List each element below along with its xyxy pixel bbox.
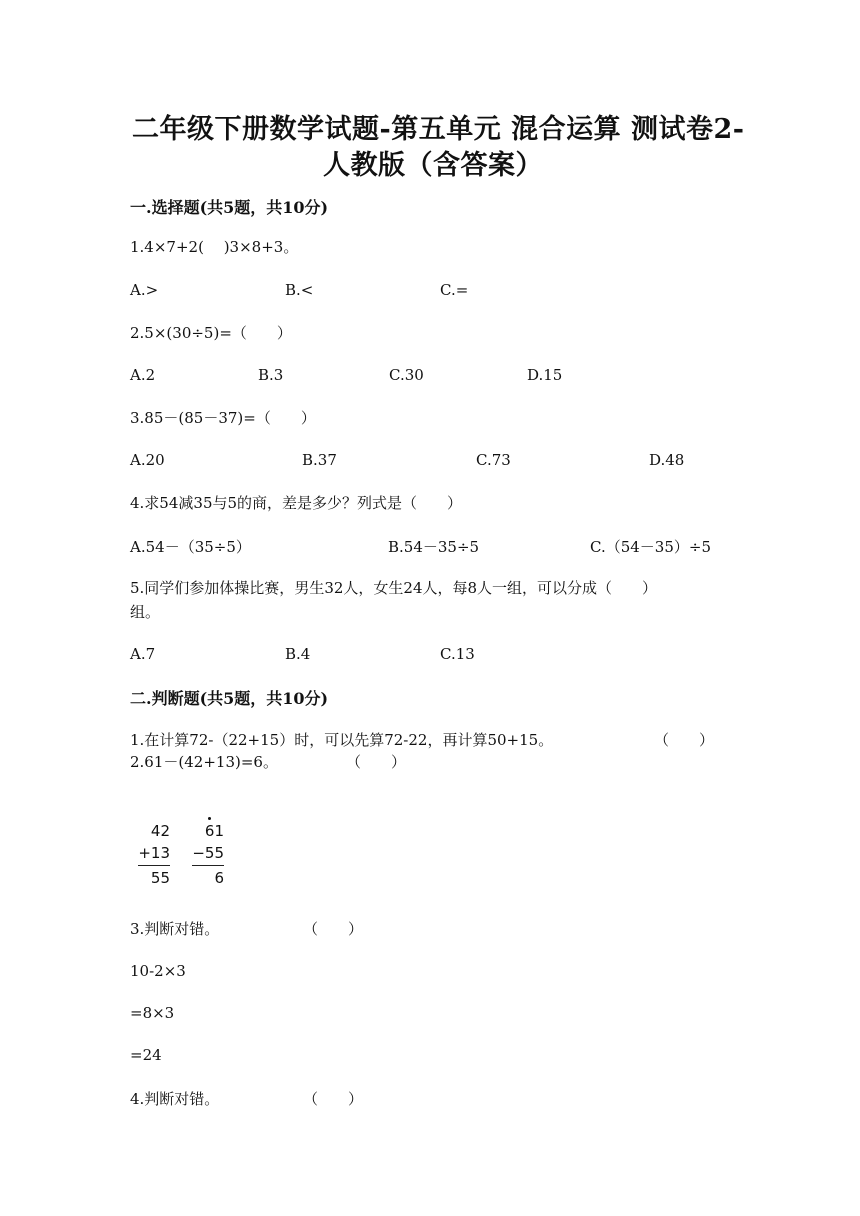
option-a: A.20 bbox=[130, 451, 165, 469]
option-a: A.54－（35÷5） bbox=[130, 538, 251, 556]
answer-paren: （ ） bbox=[654, 731, 715, 749]
question-stem: 2.5×(30÷5)=（ ） bbox=[130, 324, 292, 342]
option-a: A.> bbox=[130, 281, 159, 299]
question-stem: 4.求54减35与5的商，差是多少？列式是（ ） bbox=[130, 494, 463, 512]
option-d: D.15 bbox=[527, 366, 563, 384]
answer-paren: （ ） bbox=[303, 920, 364, 938]
question-stem-continued: 组。 bbox=[130, 603, 161, 621]
option-a: A.2 bbox=[130, 366, 156, 384]
section-heading-choice: 一.选择题(共5题，共10分) bbox=[130, 198, 329, 217]
question-stem: 1.在计算72-（22+15）时，可以先算72-22，再计算50+15。 bbox=[130, 731, 554, 749]
vertical-result: 55 bbox=[150, 869, 170, 887]
option-b: B.54－35÷5 bbox=[388, 538, 480, 556]
vertical-subtraction bbox=[192, 820, 224, 889]
answer-paren: （ ） bbox=[303, 1090, 364, 1108]
option-c: C.（54－35）÷5 bbox=[590, 538, 711, 556]
question-stem: 4.判断对错。 bbox=[130, 1090, 220, 1108]
question-stem: 3.判断对错。 bbox=[130, 920, 220, 938]
section-heading-judge: 二.判断题(共5题，共10分) bbox=[130, 689, 329, 708]
option-c: C.73 bbox=[476, 451, 511, 469]
option-d: D.48 bbox=[649, 451, 685, 469]
vertical-operand: +13 bbox=[138, 844, 170, 862]
option-b: B.< bbox=[285, 281, 314, 299]
calc-line: =8×3 bbox=[130, 1004, 175, 1022]
question-stem: 3.85－(85－37)=（ ） bbox=[130, 409, 316, 427]
vertical-line bbox=[192, 865, 224, 866]
option-c: C.30 bbox=[389, 366, 424, 384]
calc-line: =24 bbox=[130, 1046, 162, 1064]
vertical-addition bbox=[138, 820, 170, 889]
answer-paren: （ ） bbox=[346, 753, 407, 771]
option-c: C.13 bbox=[440, 645, 475, 663]
page-title-line1: 二年级下册数学试题-第五单元 混合运算 测试卷2- bbox=[132, 114, 745, 145]
vertical-operand: −55 bbox=[192, 844, 224, 862]
vertical-line bbox=[138, 865, 170, 866]
calc-line: 10-2×3 bbox=[130, 962, 186, 980]
option-b: B.3 bbox=[258, 366, 284, 384]
question-stem: 1.4×7+2( )3×8+3。 bbox=[130, 238, 299, 256]
question-stem: 5.同学们参加体操比赛，男生32人，女生24人，每8人一组，可以分成（ ） bbox=[130, 579, 658, 597]
option-b: B.4 bbox=[285, 645, 311, 663]
option-c: C.= bbox=[440, 281, 469, 299]
vertical-top: 61 bbox=[204, 822, 224, 840]
page-title-line2: 人教版（含答案） bbox=[323, 150, 543, 181]
option-b: B.37 bbox=[302, 451, 337, 469]
vertical-top: 42 bbox=[150, 822, 170, 840]
option-a: A.7 bbox=[130, 645, 156, 663]
vertical-result: 6 bbox=[214, 869, 224, 887]
question-stem: 2.61－(42+13)=6。 bbox=[130, 753, 278, 771]
